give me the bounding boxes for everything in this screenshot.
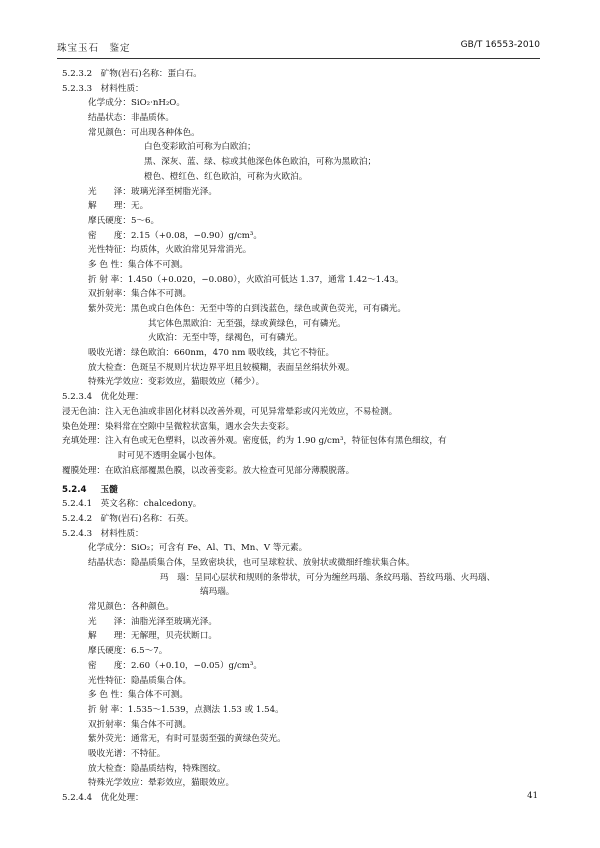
page-header — [57, 40, 540, 54]
property-line: 常见颜色：可出现各种体色。 — [88, 127, 200, 138]
property-line: 特殊光学效应：晕彩效应，猫眼效应。 — [88, 778, 235, 789]
property-line: 光 泽：玻璃光泽至树脂光泽。 — [88, 186, 217, 197]
property-line: 紫外荧光：通常无，有时可显弱至强的黄绿色荧光。 — [88, 734, 286, 745]
property-line: 特殊光学效应：变彩效应，猫眼效应（稀少）。 — [88, 377, 265, 388]
property-subline: 火欧泊：无至中等，绿褐色，可有磷光。 — [148, 333, 303, 344]
section-heading — [62, 481, 538, 497]
clause-line: 5.2.4.2 矿物(岩石)名称：石英。 — [62, 513, 194, 524]
property-line: 折 射 率：1.535～1.539，点测法 1.53 或 1.54。 — [88, 704, 284, 715]
property-subline: 白色变彩欧泊可称为白欧泊； — [144, 142, 256, 153]
property-line: 吸收光谱：不特征。 — [88, 748, 166, 759]
section-number: 5.2.4 — [62, 485, 87, 496]
treatment-line: 染色处理：染料常在空隙中呈微粒状富集，遇水会失去变彩。 — [62, 421, 295, 432]
property-line: 密 度：2.60（+0.10，−0.05）g/cm³。 — [88, 660, 262, 671]
property-line: 结晶状态：非晶质体。 — [88, 113, 174, 124]
property-subline: 黑、深灰、蓝、绿、棕或其他深色体色欧泊，可称为黑欧泊； — [144, 157, 377, 168]
property-line: 摩氏硬度：6.5～7。 — [88, 646, 168, 657]
property-line: 折 射 率：1.450（+0.020，−0.080），火欧泊可低达 1.37，通常 1.42～1.43。 — [88, 274, 404, 285]
property-line: 解 理：无。 — [88, 201, 149, 212]
property-line: 化学成分：SiO₂·nH₂O。 — [88, 98, 185, 109]
clause-line: 5.2.3.3 材料性质： — [62, 83, 144, 94]
property-line: 光 泽：油脂光泽至玻璃光泽。 — [88, 616, 217, 627]
header-title: 珠宝玉石 鉴定 — [57, 43, 131, 54]
clause-line: 5.2.3.4 优化处理： — [62, 392, 144, 403]
property-line: 双折射率：集合体不可测。 — [88, 289, 192, 300]
property-line: 结晶状态：隐晶质集合体，呈致密块状，也可呈球粒状、放射状或微细纤维状集合体。 — [88, 558, 415, 568]
property-continuation: 缟玛瑙。 — [200, 587, 235, 598]
section-title: 玉髓 — [100, 485, 118, 496]
treatment-line: 充填处理：注入有色或无色塑料，以改善外观。密度低，约为 1.90 g/cm³，特征包体有黑色细纹，有 — [62, 436, 447, 447]
property-line: 放大检查：隐晶质结构，特殊图纹。 — [88, 763, 226, 774]
property-line: 多 色 性：集合体不可测。 — [88, 690, 188, 701]
property-line: 光性特征：隐晶质集合体。 — [88, 675, 192, 686]
clause-line: 5.2.3.2 矿物(岩石)名称：蛋白石。 — [62, 69, 202, 79]
treatment-line: 覆膜处理：在欧泊底部覆黑色膜，以改善变彩。放大检查可见部分薄膜脱落。 — [62, 465, 355, 476]
header-rule — [57, 58, 540, 59]
property-line: 双折射率：集合体不可测。 — [88, 719, 192, 730]
property-subline: 橙色、橙红色、红色欧泊，可称为火欧泊。 — [144, 171, 308, 182]
property-line: 放大检查：色斑呈不规则片状边界平坦且较模糊，表面呈丝绢状外观。 — [88, 362, 355, 373]
property-subline: 其它体色黑欧泊：无至强，绿或黄绿色，可有磷光。 — [148, 318, 346, 329]
property-subline: 玛 瑙：呈同心层状和规则的条带状，可分为缠丝玛瑙、条纹玛瑙、苔纹玛瑙、火玛瑙、 — [160, 572, 496, 583]
clause-line: 5.2.4.3 材料性质： — [62, 528, 144, 539]
property-line: 化学成分：SiO₂；可含有 Fe、Al、Ti、Mn、V 等元素。 — [88, 543, 308, 554]
property-line: 解 理：无解理，贝壳状断口。 — [88, 631, 217, 642]
page-number: 41 — [527, 791, 538, 801]
clause-line: 5.2.4.4 优化处理： — [62, 793, 144, 803]
property-line: 多 色 性：集合体不可测。 — [88, 259, 188, 270]
property-line: 密 度：2.15（+0.08，−0.90）g/cm³。 — [88, 230, 262, 241]
standard-number: GB/T 16553-2010 — [460, 40, 540, 50]
property-line: 吸收光谱：绿色欧泊：660nm，470 nm 吸收线，其它不特征。 — [88, 348, 335, 359]
clause-line: 5.2.4.1 英文名称：chalcedony。 — [62, 499, 202, 510]
property-line: 紫外荧光：黑色或白色体色：无至中等的白到浅蓝色，绿色或黄色荧光，可有磷光。 — [88, 304, 406, 314]
property-line: 摩氏硬度：5～6。 — [88, 215, 160, 226]
property-line: 光性特征：均质体，火欧泊常见异常消光。 — [88, 245, 252, 256]
treatment-continuation: 时可见不透明金属小包体。 — [118, 450, 222, 461]
document-body — [62, 67, 538, 806]
treatment-line: 浸无色油：注入无色油或非固化材料以改善外观，可见异常晕彩或闪光效应，不易检测。 — [62, 406, 398, 417]
property-line: 常见颜色：各种颜色。 — [88, 602, 174, 613]
